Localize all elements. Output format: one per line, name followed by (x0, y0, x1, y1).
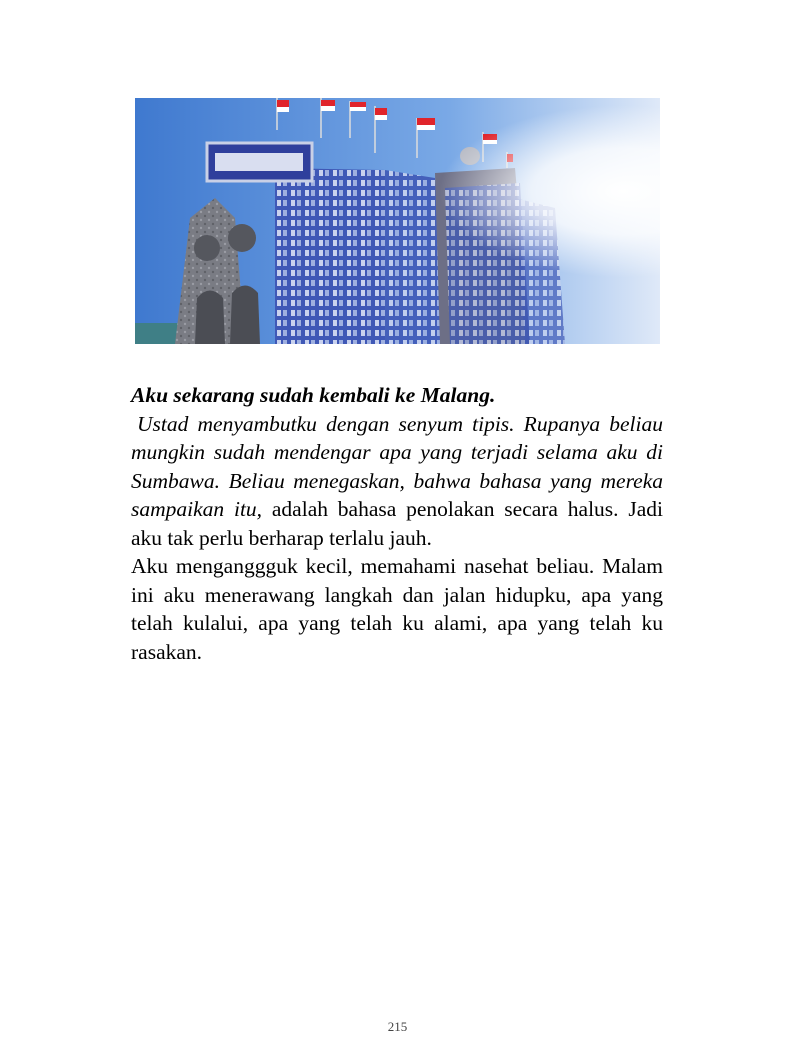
body-text (131, 381, 663, 666)
paragraph-1-normal: adalah bahasa penolakan secara halus. Jadi aku tak perlu berharap terlalu jauh. (131, 497, 664, 550)
mosque-photo (135, 98, 660, 344)
page-number: 215 (387, 1019, 408, 1034)
mosque-building-icon (135, 98, 660, 344)
paragraph-2: Aku menganggguk kecil, memahami nasehat beliau. Malam ini aku menerawang langkah dan jalan hidupku, apa yang telah kulalui, apa yang telah ku alami, apa yang telah ku rasakan. (131, 554, 663, 664)
paragraph-1 (131, 410, 663, 553)
paragraph-1-italic: Ustad menyambutku dengan senyum tipis. Rupanya beliau mungkin sudah mendengar apa yang terjadi selama aku di Sumbawa. Beliau menegaskan, bahwa bahasa yang mereka sampaikan itu, (131, 411, 663, 521)
heading: Aku sekarang sudah kembali ke Malang. (131, 383, 496, 407)
